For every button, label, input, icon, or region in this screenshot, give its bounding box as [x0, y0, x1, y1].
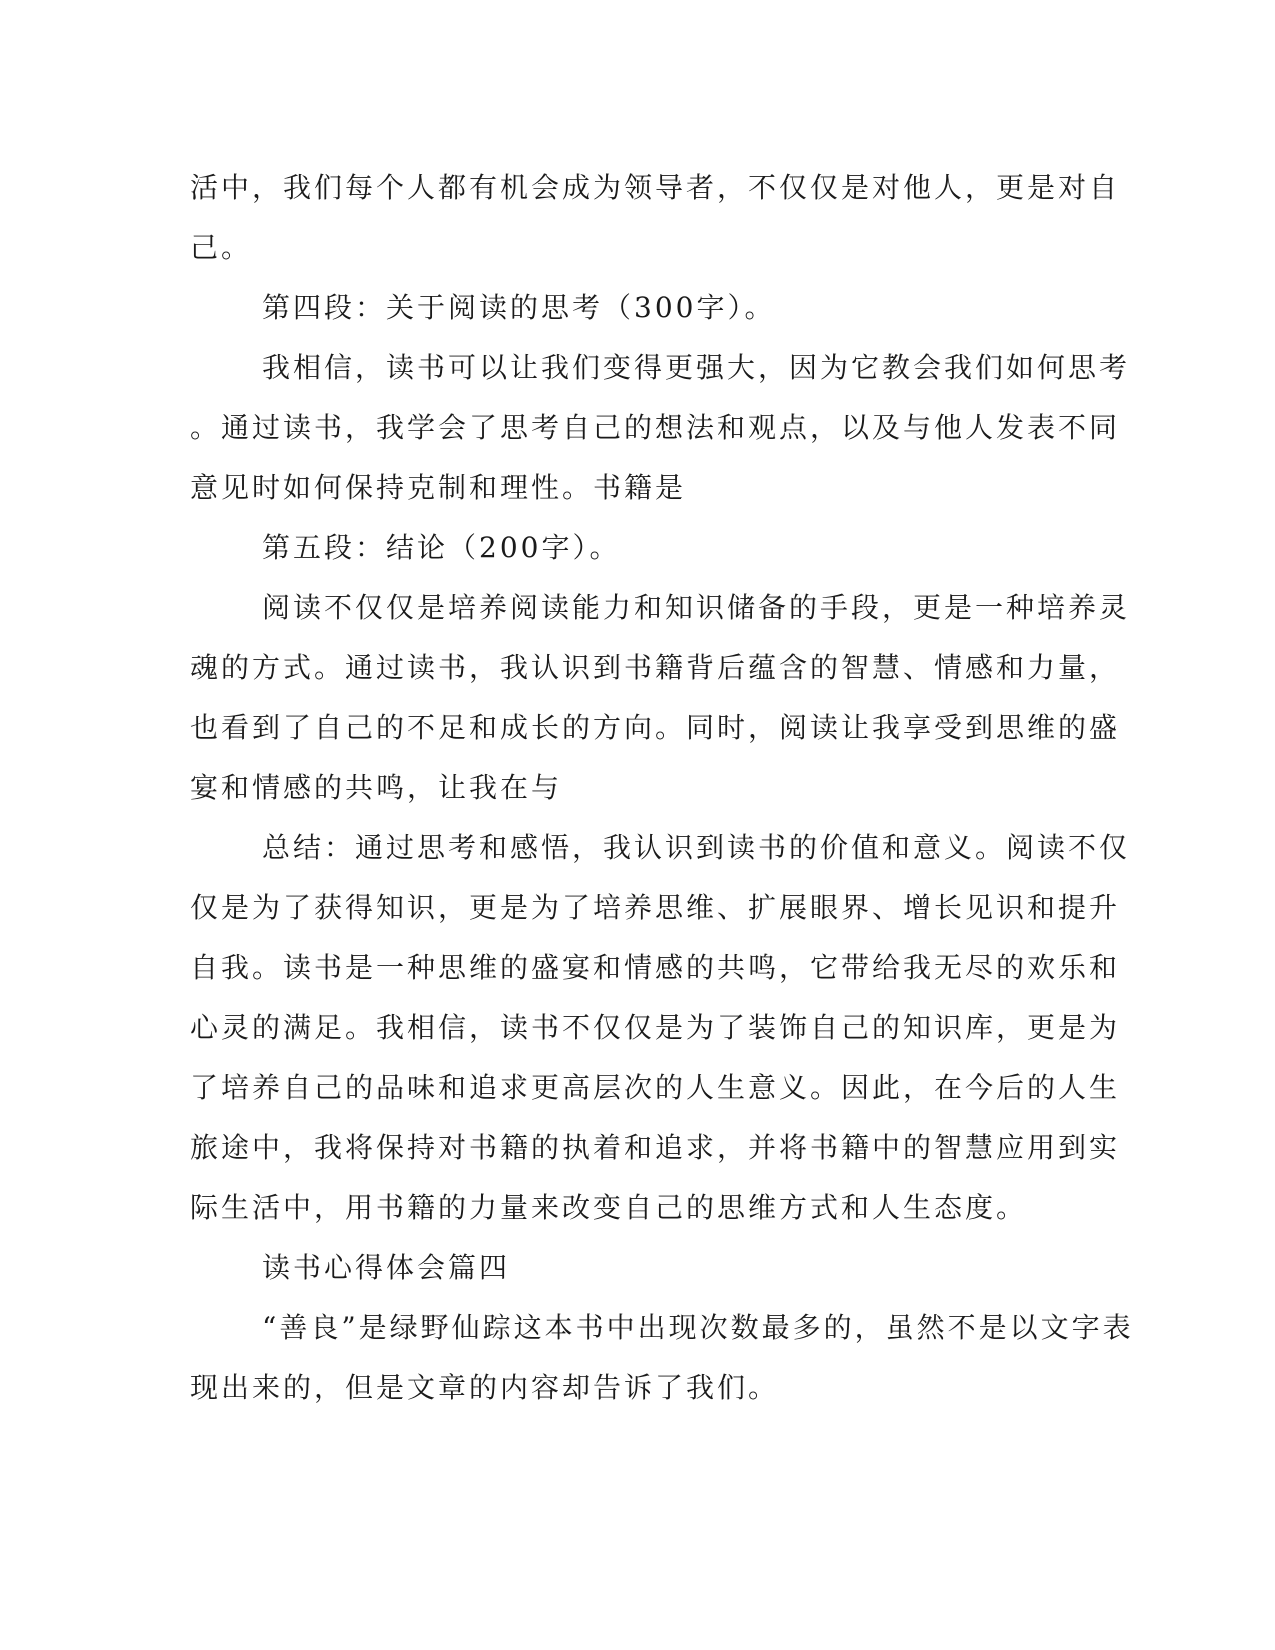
text-line: 阅读不仅仅是培养阅读能力和知识储备的手段，更是一种培养灵	[262, 591, 1131, 624]
text-line: 也看到了自己的不足和成长的方向。同时，阅读让我享受到思维的盛	[190, 711, 1121, 744]
text-line: 旅途中，我将保持对书籍的执着和追求，并将书籍中的智慧应用到实	[190, 1131, 1121, 1164]
text-line: “善良”是绿野仙踪这本书中出现次数最多的，虽然不是以文字表	[262, 1311, 1134, 1344]
text-line: 己。	[190, 231, 253, 264]
text-line: 活中，我们每个人都有机会成为领导者，不仅仅是对他人，更是对自	[190, 171, 1121, 204]
text-line: 现出来的，但是文章的内容却告诉了我们。	[190, 1371, 780, 1404]
text-line: 宴和情感的共鸣，让我在与	[190, 771, 563, 804]
text-line: 魂的方式。通过读书，我认识到书籍背后蕴含的智慧、情感和力量，	[190, 651, 1121, 684]
text-line: 意见时如何保持克制和理性。书籍是	[190, 471, 687, 504]
section-heading: 第四段：关于阅读的思考（300字）。	[262, 291, 776, 324]
text-line: 。通过读书，我学会了思考自己的想法和观点，以及与他人发表不同	[190, 411, 1121, 444]
text-line: 自我。读书是一种思维的盛宴和情感的共鸣，它带给我无尽的欢乐和	[190, 951, 1121, 984]
text-line: 总结：通过思考和感悟，我认识到读书的价值和意义。阅读不仅	[262, 831, 1131, 864]
text-line: 际生活中，用书籍的力量来改变自己的思维方式和人生态度。	[190, 1191, 1028, 1224]
chapter-title: 读书心得体会篇四	[262, 1251, 511, 1284]
text-line: 了培养自己的品味和追求更高层次的人生意义。因此，在今后的人生	[190, 1071, 1121, 1104]
section-heading: 第五段：结论（200字）。	[262, 531, 621, 564]
text-line: 心灵的满足。我相信，读书不仅仅是为了装饰自己的知识库，更是为	[190, 1011, 1121, 1044]
text-line: 仅是为了获得知识，更是为了培养思维、扩展眼界、增长见识和提升	[190, 891, 1121, 924]
text-line: 我相信，读书可以让我们变得更强大，因为它教会我们如何思考	[262, 351, 1131, 384]
body-text	[190, 158, 1134, 1418]
